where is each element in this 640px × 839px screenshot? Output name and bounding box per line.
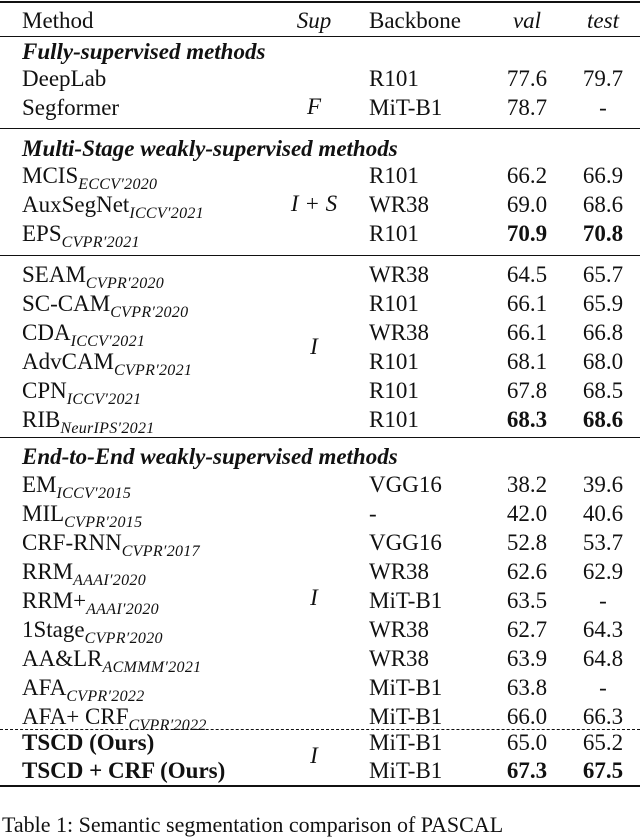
val-score: 68.3	[506, 407, 548, 432]
sup-label-multi-is: I + S	[290, 191, 338, 216]
method-cell	[22, 500, 143, 531]
method-cell	[22, 65, 106, 93]
table-row	[0, 703, 640, 734]
header-method: Method	[22, 8, 94, 33]
method-name: AuxSegNet	[22, 192, 130, 217]
test-score: 65.7	[582, 262, 624, 287]
test-score: 68.5	[582, 378, 624, 403]
backbone-cell: R101	[369, 291, 419, 316]
sup-label-ours: I	[310, 743, 318, 768]
test-score: 66.8	[582, 320, 624, 345]
test-score: 68.0	[582, 349, 624, 374]
backbone-cell: WR38	[369, 192, 430, 217]
method-venue: ICCV′2015	[56, 485, 132, 502]
method-cell	[22, 757, 225, 785]
section-rule-3	[0, 437, 640, 438]
table-caption: Table 1: Semantic segmentation comparison of PASCAL	[2, 812, 504, 837]
table-row	[0, 471, 640, 502]
method-venue: ICCV′2021	[70, 333, 146, 350]
method-cell	[22, 377, 142, 408]
method-cell	[22, 729, 154, 757]
test-score: -	[599, 675, 607, 700]
test-score: 65.2	[582, 730, 624, 755]
table-row	[0, 645, 640, 676]
method-cell	[22, 406, 155, 437]
method-cell	[22, 319, 146, 350]
method-name: EM	[22, 472, 57, 497]
table-row	[0, 290, 640, 321]
table-row	[0, 220, 640, 251]
test-score: 39.6	[582, 472, 624, 497]
method-name: TSCD + CRF (Ours)	[22, 758, 226, 783]
method-name: RRM+	[22, 588, 87, 613]
test-score: 66.9	[582, 163, 624, 188]
val-score: 67.8	[506, 378, 548, 403]
method-cell	[22, 645, 202, 676]
method-cell	[22, 558, 146, 589]
test-score: 40.6	[582, 501, 624, 526]
val-score: 66.1	[506, 320, 548, 345]
method-venue: ICCV′2021	[129, 205, 204, 222]
val-score: 78.7	[506, 95, 548, 120]
val-score: 77.6	[506, 66, 548, 91]
backbone-cell: R101	[369, 378, 419, 403]
method-venue: CVPR′2020	[110, 304, 189, 321]
method-name: EPS	[22, 221, 62, 246]
val-score: 38.2	[506, 472, 548, 497]
section-title-e2e: End-to-End weakly-supervised methods	[22, 444, 398, 469]
method-cell	[22, 616, 163, 647]
backbone-cell: WR38	[369, 646, 430, 671]
val-score: 67.3	[506, 758, 548, 783]
val-score: 70.9	[506, 221, 548, 246]
backbone-cell: MiT-B1	[369, 95, 443, 120]
val-score: 66.2	[506, 163, 548, 188]
table-row	[0, 406, 640, 437]
backbone-cell: R101	[369, 221, 419, 246]
method-name: SEAM	[22, 262, 86, 287]
test-score: 70.8	[582, 221, 624, 246]
backbone-cell: WR38	[369, 262, 430, 287]
backbone-cell: MiT-B1	[369, 588, 443, 613]
sup-label-e2e: I	[310, 585, 318, 610]
method-venue: ECCV′2020	[78, 176, 158, 193]
table-row	[0, 558, 640, 589]
val-score: 65.0	[506, 730, 548, 755]
method-venue: CVPR′2020	[84, 630, 163, 647]
test-score: 65.9	[582, 291, 624, 316]
backbone-cell: R101	[369, 349, 419, 374]
backbone-cell: -	[369, 501, 377, 526]
val-score: 63.5	[506, 588, 548, 613]
header-test: test	[587, 8, 619, 33]
method-name: Segformer	[22, 95, 120, 120]
backbone-cell: VGG16	[369, 530, 442, 555]
header-backbone: Backbone	[369, 8, 461, 33]
backbone-cell: MiT-B1	[369, 730, 443, 755]
backbone-cell: WR38	[369, 320, 430, 345]
section-title-multi: Multi-Stage weakly-supervised methods	[22, 136, 398, 161]
backbone-cell: WR38	[369, 559, 430, 584]
header-sup: Sup	[296, 8, 332, 33]
table-row	[0, 529, 640, 560]
test-score: 68.6	[582, 192, 624, 217]
method-name: MCIS	[22, 163, 79, 188]
test-score: -	[599, 95, 607, 120]
backbone-cell: R101	[369, 407, 419, 432]
val-score: 64.5	[506, 262, 548, 287]
method-name: TSCD (Ours)	[22, 730, 155, 755]
table-header-row	[0, 7, 640, 35]
method-cell	[22, 261, 165, 292]
val-score: 42.0	[506, 501, 548, 526]
method-name: DeepLab	[22, 66, 107, 91]
backbone-cell: R101	[369, 66, 419, 91]
val-score: 63.8	[506, 675, 548, 700]
backbone-cell: MiT-B1	[369, 704, 443, 729]
method-venue: CVPR′2015	[64, 514, 143, 531]
val-score: 68.1	[506, 349, 548, 374]
test-score: 67.5	[582, 758, 624, 783]
method-venue: NeurIPS′2021	[60, 420, 155, 437]
test-score: 53.7	[582, 530, 624, 555]
method-cell	[22, 674, 145, 705]
method-cell	[22, 94, 119, 122]
section-rule-1	[0, 128, 640, 129]
method-cell	[22, 529, 200, 560]
val-score: 62.6	[506, 559, 548, 584]
method-cell	[22, 290, 189, 321]
val-score: 69.0	[506, 192, 548, 217]
test-score: -	[599, 588, 607, 613]
method-venue: CVPR′2021	[61, 234, 140, 251]
method-venue: CVPR′2021	[114, 362, 193, 379]
table-row	[0, 500, 640, 531]
header-rule	[0, 36, 640, 37]
method-name: RRM	[22, 559, 74, 584]
backbone-cell: MiT-B1	[369, 758, 443, 783]
method-cell	[22, 471, 132, 502]
test-score: 79.7	[582, 66, 624, 91]
method-cell	[22, 220, 140, 251]
backbone-cell: WR38	[369, 617, 430, 642]
test-score: 64.8	[582, 646, 624, 671]
method-name: AdvCAM	[22, 349, 115, 374]
method-cell	[22, 703, 207, 734]
table-bottom-rule	[0, 785, 640, 787]
header-val: val	[512, 8, 542, 33]
backbone-cell: VGG16	[369, 472, 442, 497]
method-name: RIB	[22, 407, 61, 432]
method-cell	[22, 587, 159, 618]
method-venue: CVPR′2022	[66, 688, 145, 705]
method-name: 1Stage	[22, 617, 85, 642]
method-cell	[22, 191, 204, 222]
method-venue: AAAI′2020	[86, 601, 159, 618]
method-name: AA&LR	[22, 646, 103, 671]
val-score: 66.0	[506, 704, 548, 729]
table-top-rule	[0, 1, 640, 3]
method-name: CRF-RNN	[22, 530, 122, 555]
table-row	[0, 616, 640, 647]
test-score: 68.6	[582, 407, 624, 432]
val-score: 66.1	[506, 291, 548, 316]
method-venue: CVPR′2022	[128, 717, 207, 734]
backbone-cell: R101	[369, 163, 419, 188]
val-score: 63.9	[506, 646, 548, 671]
method-venue: CVPR′2017	[121, 543, 200, 560]
method-name: CPN	[22, 378, 67, 403]
test-score: 62.9	[582, 559, 624, 584]
test-score: 66.3	[582, 704, 624, 729]
table-row	[0, 162, 640, 193]
table-row	[0, 261, 640, 292]
method-name: AFA+ CRF	[22, 704, 129, 729]
table-row	[0, 65, 640, 93]
method-cell	[22, 162, 158, 193]
sup-label-fully: F	[306, 94, 322, 119]
method-venue: ICCV′2021	[66, 391, 142, 408]
val-score: 52.8	[506, 530, 548, 555]
method-venue: CVPR′2020	[85, 275, 165, 292]
method-name: SC-CAM	[22, 291, 111, 316]
method-name: CDA	[22, 320, 71, 345]
method-name: AFA	[22, 675, 67, 700]
table-row	[0, 377, 640, 408]
backbone-cell: MiT-B1	[369, 675, 443, 700]
method-cell	[22, 348, 193, 379]
section-title-fully: Fully-supervised methods	[22, 39, 266, 64]
test-score: 64.3	[582, 617, 624, 642]
table-row	[0, 674, 640, 705]
val-score: 62.7	[506, 617, 548, 642]
method-venue: ACMMM′2021	[102, 659, 202, 676]
sup-label-multi-i: I	[310, 334, 318, 359]
method-venue: AAAI′2020	[73, 572, 146, 589]
method-name: MIL	[22, 501, 65, 526]
section-rule-2	[0, 255, 640, 256]
